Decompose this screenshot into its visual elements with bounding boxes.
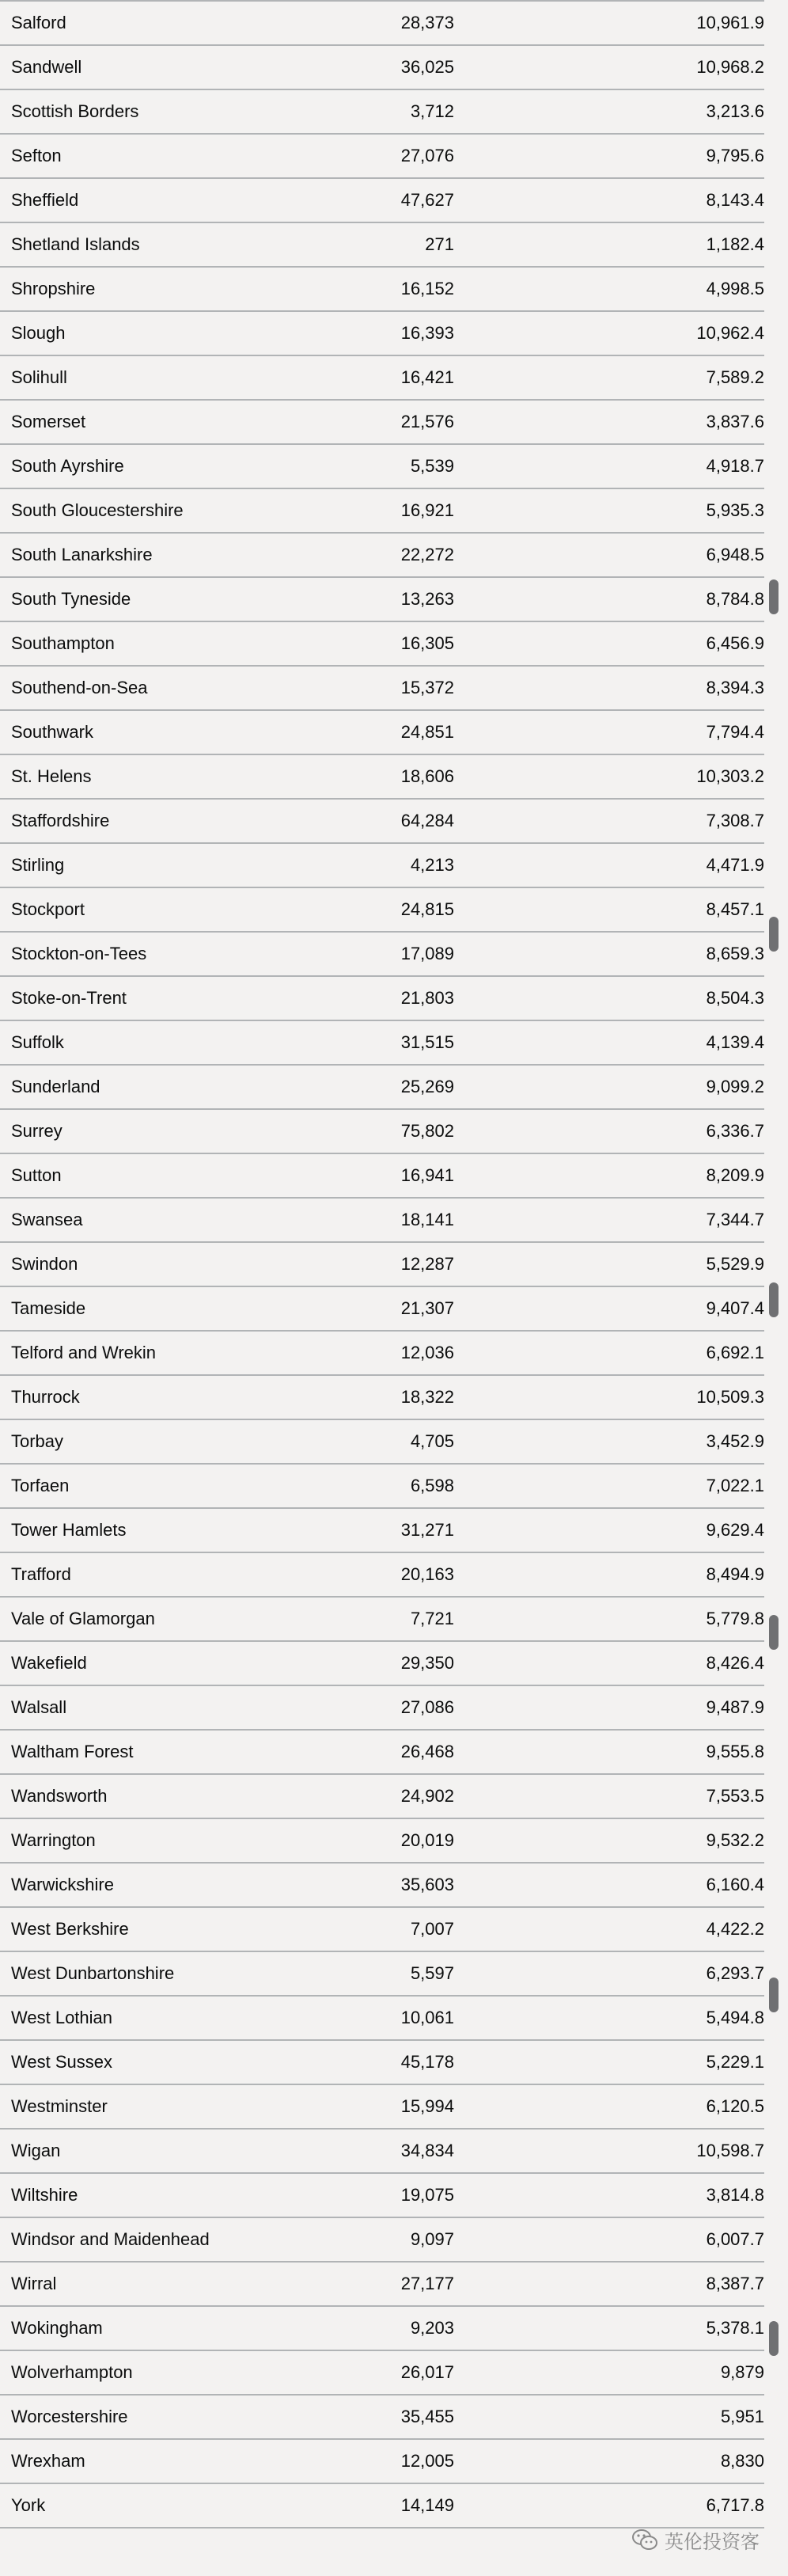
scroll-indicator[interactable] bbox=[769, 917, 779, 952]
rate-cell: 9,532.2 bbox=[706, 1830, 764, 1850]
count-cell: 35,455 bbox=[400, 2407, 454, 2426]
table-row bbox=[0, 2440, 764, 2484]
rate-cell: 9,407.4 bbox=[706, 1298, 764, 1318]
area-name-cell: South Gloucestershire bbox=[11, 500, 184, 520]
rate-cell: 6,293.7 bbox=[706, 1963, 764, 1983]
count-cell: 16,941 bbox=[400, 1165, 454, 1185]
count-cell: 27,177 bbox=[400, 2274, 454, 2293]
rate-cell: 5,378.1 bbox=[706, 2318, 764, 2338]
table-row bbox=[0, 135, 764, 179]
rate-cell: 8,830 bbox=[720, 2451, 764, 2471]
count-cell: 22,272 bbox=[400, 545, 454, 564]
count-cell: 21,576 bbox=[400, 412, 454, 431]
area-name-cell: Stoke-on-Trent bbox=[11, 988, 127, 1008]
count-cell: 18,322 bbox=[400, 1387, 454, 1407]
rate-cell: 5,529.9 bbox=[706, 1254, 764, 1274]
rate-cell: 4,998.5 bbox=[706, 279, 764, 298]
count-cell: 17,089 bbox=[400, 944, 454, 963]
area-name-cell: Stirling bbox=[11, 855, 65, 875]
table-row bbox=[0, 1243, 764, 1287]
rate-cell: 8,494.9 bbox=[706, 1564, 764, 1584]
area-name-cell: South Lanarkshire bbox=[11, 545, 153, 564]
area-name-cell: Wrexham bbox=[11, 2451, 85, 2471]
table-row bbox=[0, 2, 764, 46]
table-row bbox=[0, 1553, 764, 1598]
table-row bbox=[0, 1465, 764, 1509]
rate-cell: 4,918.7 bbox=[706, 456, 764, 476]
table-row bbox=[0, 2307, 764, 2351]
count-cell: 21,803 bbox=[400, 988, 454, 1008]
rate-cell: 6,120.5 bbox=[706, 2096, 764, 2116]
rate-cell: 8,457.1 bbox=[706, 899, 764, 919]
rate-cell: 7,553.5 bbox=[706, 1786, 764, 1806]
table-row bbox=[0, 268, 764, 312]
area-name-cell: Torbay bbox=[11, 1431, 64, 1451]
area-name-cell: Tameside bbox=[11, 1298, 86, 1318]
rate-cell: 8,659.3 bbox=[706, 944, 764, 963]
area-name-cell: South Ayrshire bbox=[11, 456, 124, 476]
table-row bbox=[0, 1997, 764, 2041]
rate-cell: 8,426.4 bbox=[706, 1653, 764, 1673]
table-row bbox=[0, 2174, 764, 2218]
rate-cell: 7,022.1 bbox=[706, 1476, 764, 1495]
area-name-cell: Telford and Wrekin bbox=[11, 1343, 157, 1362]
count-cell: 31,515 bbox=[400, 1032, 454, 1052]
rate-cell: 10,303.2 bbox=[696, 766, 764, 786]
area-name-cell: Salford bbox=[11, 13, 66, 32]
table-row bbox=[0, 356, 764, 401]
rate-cell: 5,779.8 bbox=[706, 1609, 764, 1628]
watermark-text: 英伦投资客 bbox=[665, 2531, 760, 2553]
rate-cell: 9,555.8 bbox=[706, 1742, 764, 1761]
count-cell: 16,421 bbox=[400, 367, 454, 387]
rate-cell: 5,494.8 bbox=[706, 2008, 764, 2027]
area-name-cell: Surrey bbox=[11, 1121, 63, 1141]
table-row bbox=[0, 2130, 764, 2174]
rate-cell: 10,961.9 bbox=[696, 13, 764, 32]
count-cell: 26,017 bbox=[400, 2362, 454, 2382]
area-name-cell: Shetland Islands bbox=[11, 234, 140, 254]
table-row bbox=[0, 1154, 764, 1199]
table-row bbox=[0, 800, 764, 844]
table-row bbox=[0, 844, 764, 888]
table-row bbox=[0, 1376, 764, 1420]
table-row bbox=[0, 445, 764, 489]
area-name-cell: Waltham Forest bbox=[11, 1742, 134, 1761]
table-row bbox=[0, 534, 764, 578]
rate-cell: 5,951 bbox=[720, 2407, 764, 2426]
scroll-indicator[interactable] bbox=[769, 2321, 779, 2356]
rate-cell: 6,692.1 bbox=[706, 1343, 764, 1362]
area-name-cell: Stockport bbox=[11, 899, 85, 919]
rate-cell: 6,456.9 bbox=[706, 633, 764, 653]
rate-cell: 5,935.3 bbox=[706, 500, 764, 520]
table-row bbox=[0, 179, 764, 223]
area-name-cell: Westminster bbox=[11, 2096, 108, 2116]
count-cell: 19,075 bbox=[400, 2185, 454, 2205]
area-name-cell: Sandwell bbox=[11, 57, 82, 77]
area-name-cell: Wiltshire bbox=[11, 2185, 78, 2205]
area-name-cell: Staffordshire bbox=[11, 811, 110, 830]
rate-cell: 8,387.7 bbox=[706, 2274, 764, 2293]
table-row bbox=[0, 622, 764, 667]
table-row bbox=[0, 312, 764, 356]
area-name-cell: Wandsworth bbox=[11, 1786, 108, 1806]
rate-cell: 4,471.9 bbox=[706, 855, 764, 875]
rate-cell: 6,948.5 bbox=[706, 545, 764, 564]
area-name-cell: West Lothian bbox=[11, 2008, 113, 2027]
rate-cell: 6,007.7 bbox=[706, 2229, 764, 2249]
count-cell: 271 bbox=[425, 234, 454, 254]
rate-cell: 10,598.7 bbox=[696, 2141, 764, 2160]
rate-cell: 7,589.2 bbox=[706, 367, 764, 387]
count-cell: 36,025 bbox=[400, 57, 454, 77]
count-cell: 12,005 bbox=[400, 2451, 454, 2471]
area-name-cell: Walsall bbox=[11, 1697, 67, 1717]
count-cell: 18,606 bbox=[400, 766, 454, 786]
rate-cell: 9,629.4 bbox=[706, 1520, 764, 1540]
area-name-cell: Wakefield bbox=[11, 1653, 87, 1673]
table-row bbox=[0, 1908, 764, 1952]
count-cell: 3,712 bbox=[410, 101, 454, 121]
table-row bbox=[0, 711, 764, 755]
table-row bbox=[0, 2041, 764, 2085]
table-row bbox=[0, 1686, 764, 1731]
rate-cell: 10,509.3 bbox=[696, 1387, 764, 1407]
table-row bbox=[0, 667, 764, 711]
table-row bbox=[0, 977, 764, 1021]
count-cell: 7,721 bbox=[410, 1609, 454, 1628]
table-row bbox=[0, 1775, 764, 1819]
table-row bbox=[0, 1420, 764, 1465]
count-cell: 47,627 bbox=[400, 190, 454, 210]
count-cell: 45,178 bbox=[400, 2052, 454, 2072]
area-name-cell: Stockton-on-Tees bbox=[11, 944, 147, 963]
rate-cell: 9,879 bbox=[720, 2362, 764, 2382]
scroll-indicator[interactable] bbox=[769, 1978, 779, 2012]
rate-cell: 6,717.8 bbox=[706, 2495, 764, 2515]
table-row bbox=[0, 1509, 764, 1553]
table-row bbox=[0, 2085, 764, 2130]
area-name-cell: Southwark bbox=[11, 722, 93, 742]
area-name-cell: Sheffield bbox=[11, 190, 79, 210]
area-name-cell: West Berkshire bbox=[11, 1919, 129, 1939]
table-row bbox=[0, 90, 764, 135]
area-name-cell: Tower Hamlets bbox=[11, 1520, 127, 1540]
count-cell: 12,287 bbox=[400, 1254, 454, 1274]
rate-cell: 8,504.3 bbox=[706, 988, 764, 1008]
count-cell: 35,603 bbox=[400, 1875, 454, 1894]
rate-cell: 9,487.9 bbox=[706, 1697, 764, 1717]
table-row bbox=[0, 933, 764, 977]
rate-cell: 7,794.4 bbox=[706, 722, 764, 742]
table-row bbox=[0, 1864, 764, 1908]
count-cell: 24,902 bbox=[400, 1786, 454, 1806]
count-cell: 27,076 bbox=[400, 146, 454, 165]
area-name-cell: Solihull bbox=[11, 367, 67, 387]
table-row bbox=[0, 1021, 764, 1066]
area-name-cell: Thurrock bbox=[11, 1387, 80, 1407]
count-cell: 16,305 bbox=[400, 633, 454, 653]
count-cell: 12,036 bbox=[400, 1343, 454, 1362]
count-cell: 16,152 bbox=[400, 279, 454, 298]
table-row bbox=[0, 1287, 764, 1332]
count-cell: 21,307 bbox=[400, 1298, 454, 1318]
rate-cell: 8,784.8 bbox=[706, 589, 764, 609]
area-name-cell: Warwickshire bbox=[11, 1875, 114, 1894]
rate-cell: 7,308.7 bbox=[706, 811, 764, 830]
count-cell: 16,921 bbox=[400, 500, 454, 520]
count-cell: 24,851 bbox=[400, 722, 454, 742]
count-cell: 64,284 bbox=[400, 811, 454, 830]
rate-cell: 4,139.4 bbox=[706, 1032, 764, 1052]
table-row bbox=[0, 1952, 764, 1997]
rate-cell: 3,814.8 bbox=[706, 2185, 764, 2205]
count-cell: 10,061 bbox=[400, 2008, 454, 2027]
table-row bbox=[0, 2218, 764, 2263]
area-name-cell: South Tyneside bbox=[11, 589, 131, 609]
count-cell: 34,834 bbox=[400, 2141, 454, 2160]
area-name-cell: Warrington bbox=[11, 1830, 96, 1850]
rate-cell: 7,344.7 bbox=[706, 1210, 764, 1229]
area-name-cell: Torfaen bbox=[11, 1476, 70, 1495]
area-name-cell: Sunderland bbox=[11, 1077, 100, 1096]
scroll-indicator[interactable] bbox=[769, 1282, 779, 1317]
count-cell: 28,373 bbox=[400, 13, 454, 32]
wechat-icon bbox=[631, 2528, 658, 2551]
table-row bbox=[0, 2484, 764, 2529]
rate-cell: 3,213.6 bbox=[706, 101, 764, 121]
area-name-cell: Swindon bbox=[11, 1254, 78, 1274]
rate-cell: 5,229.1 bbox=[706, 2052, 764, 2072]
watermark bbox=[631, 2524, 760, 2555]
area-name-cell: Southampton bbox=[11, 633, 115, 653]
area-name-cell: West Sussex bbox=[11, 2052, 112, 2072]
scroll-indicator[interactable] bbox=[769, 1615, 779, 1650]
rate-cell: 10,962.4 bbox=[696, 323, 764, 343]
table-row bbox=[0, 888, 764, 933]
table-row bbox=[0, 401, 764, 445]
count-cell: 18,141 bbox=[400, 1210, 454, 1229]
count-cell: 20,163 bbox=[400, 1564, 454, 1584]
count-cell: 5,539 bbox=[410, 456, 454, 476]
area-name-cell: Wokingham bbox=[11, 2318, 103, 2338]
count-cell: 6,598 bbox=[410, 1476, 454, 1495]
count-cell: 31,271 bbox=[400, 1520, 454, 1540]
count-cell: 4,705 bbox=[410, 1431, 454, 1451]
table-row bbox=[0, 489, 764, 534]
count-cell: 15,372 bbox=[400, 678, 454, 697]
area-name-cell: Slough bbox=[11, 323, 66, 343]
table-row bbox=[0, 1332, 764, 1376]
rate-cell: 9,099.2 bbox=[706, 1077, 764, 1096]
rate-cell: 6,160.4 bbox=[706, 1875, 764, 1894]
table-row bbox=[0, 1819, 764, 1864]
table-row bbox=[0, 1598, 764, 1642]
table-row bbox=[0, 1642, 764, 1686]
area-name-cell: Swansea bbox=[11, 1210, 83, 1229]
count-cell: 20,019 bbox=[400, 1830, 454, 1850]
table-row bbox=[0, 2263, 764, 2307]
area-name-cell: Wirral bbox=[11, 2274, 57, 2293]
count-cell: 25,269 bbox=[400, 1077, 454, 1096]
rate-cell: 8,394.3 bbox=[706, 678, 764, 697]
area-name-cell: York bbox=[11, 2495, 46, 2515]
rate-cell: 8,143.4 bbox=[706, 190, 764, 210]
count-cell: 15,994 bbox=[400, 2096, 454, 2116]
rate-cell: 9,795.6 bbox=[706, 146, 764, 165]
count-cell: 75,802 bbox=[400, 1121, 454, 1141]
table-row bbox=[0, 2396, 764, 2440]
count-cell: 16,393 bbox=[400, 323, 454, 343]
table-row bbox=[0, 578, 764, 622]
table-row bbox=[0, 1731, 764, 1775]
area-name-cell: Worcestershire bbox=[11, 2407, 128, 2426]
count-cell: 9,203 bbox=[410, 2318, 454, 2338]
rate-cell: 6,336.7 bbox=[706, 1121, 764, 1141]
table-row bbox=[0, 223, 764, 268]
rate-cell: 1,182.4 bbox=[706, 234, 764, 254]
area-name-cell: Southend-on-Sea bbox=[11, 678, 148, 697]
count-cell: 7,007 bbox=[410, 1919, 454, 1939]
area-name-cell: Trafford bbox=[11, 1564, 71, 1584]
rate-cell: 3,452.9 bbox=[706, 1431, 764, 1451]
count-cell: 4,213 bbox=[410, 855, 454, 875]
rate-cell: 3,837.6 bbox=[706, 412, 764, 431]
count-cell: 24,815 bbox=[400, 899, 454, 919]
rate-cell: 4,422.2 bbox=[706, 1919, 764, 1939]
rate-cell: 10,968.2 bbox=[696, 57, 764, 77]
count-cell: 29,350 bbox=[400, 1653, 454, 1673]
table-row bbox=[0, 1066, 764, 1110]
area-name-cell: St. Helens bbox=[11, 766, 92, 786]
area-name-cell: Sutton bbox=[11, 1165, 62, 1185]
area-name-cell: West Dunbartonshire bbox=[11, 1963, 175, 1983]
rate-cell: 8,209.9 bbox=[706, 1165, 764, 1185]
area-name-cell: Somerset bbox=[11, 412, 86, 431]
area-name-cell: Vale of Glamorgan bbox=[11, 1609, 155, 1628]
scroll-indicator[interactable] bbox=[769, 579, 779, 614]
count-cell: 9,097 bbox=[410, 2229, 454, 2249]
table-row bbox=[0, 755, 764, 800]
table-row bbox=[0, 1110, 764, 1154]
count-cell: 26,468 bbox=[400, 1742, 454, 1761]
area-name-cell: Scottish Borders bbox=[11, 101, 139, 121]
area-name-cell: Wigan bbox=[11, 2141, 61, 2160]
area-name-cell: Windsor and Maidenhead bbox=[11, 2229, 210, 2249]
area-name-cell: Shropshire bbox=[11, 279, 96, 298]
area-name-cell: Sefton bbox=[11, 146, 62, 165]
table-row bbox=[0, 2351, 764, 2396]
count-cell: 14,149 bbox=[400, 2495, 454, 2515]
area-name-cell: Wolverhampton bbox=[11, 2362, 133, 2382]
count-cell: 13,263 bbox=[400, 589, 454, 609]
count-cell: 27,086 bbox=[400, 1697, 454, 1717]
table-row bbox=[0, 46, 764, 90]
area-name-cell: Suffolk bbox=[11, 1032, 64, 1052]
count-cell: 5,597 bbox=[410, 1963, 454, 1983]
table-row bbox=[0, 1199, 764, 1243]
